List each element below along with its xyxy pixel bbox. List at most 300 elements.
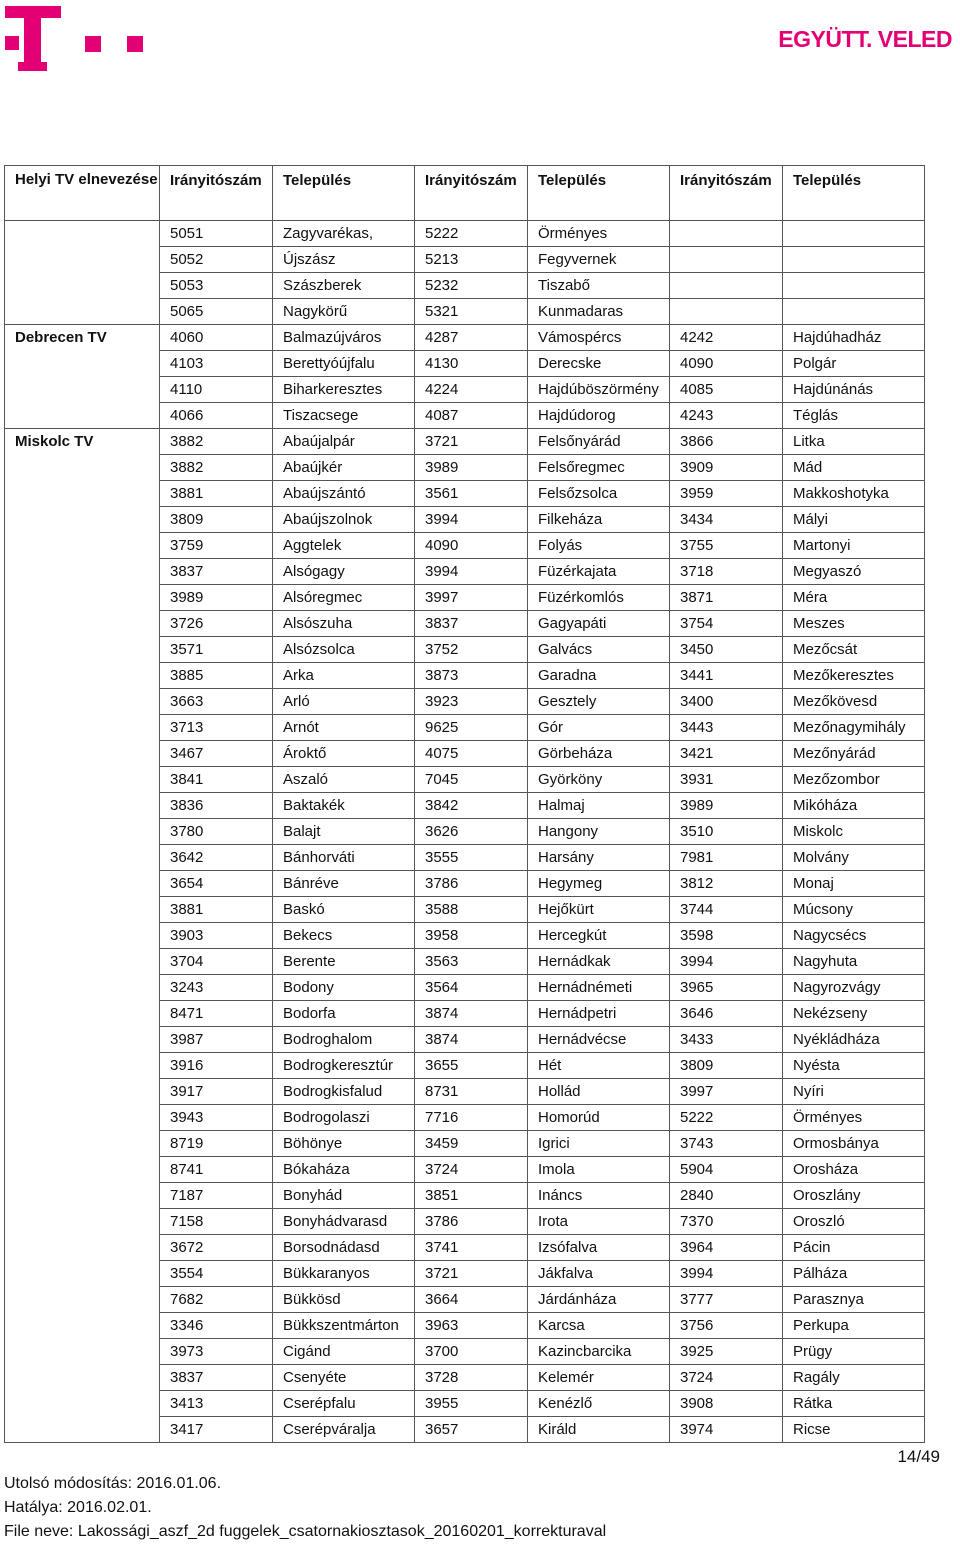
settlement-cell: Parasznya [783,1287,925,1313]
local-tv-cell [5,741,160,767]
table-row [5,897,925,923]
table-row [5,663,925,689]
postcode-cell: 4243 [670,403,783,429]
settlement-cell: Baktakék [273,793,415,819]
settlement-cell: Hejőkürt [528,897,670,923]
postcode-cell: 7716 [415,1105,528,1131]
postcode-cell: 3563 [415,949,528,975]
settlement-cell: Téglás [783,403,925,429]
settlement-cell: Hernádkak [528,949,670,975]
settlement-cell: Litka [783,429,925,455]
settlement-cell: Kelemér [528,1365,670,1391]
postcode-cell: 8471 [160,1001,273,1027]
settlement-cell: Izsófalva [528,1235,670,1261]
postcode-cell: 3759 [160,533,273,559]
settlement-cell: Aszaló [273,767,415,793]
postcode-cell: 3754 [670,611,783,637]
settlement-cell: Alsóregmec [273,585,415,611]
local-tv-cell [5,1365,160,1391]
table-body [5,221,925,1443]
postcode-cell: 3728 [415,1365,528,1391]
settlement-cell: Felsőregmec [528,455,670,481]
postcode-cell: 5053 [160,273,273,299]
table-row [5,403,925,429]
local-tv-cell [5,455,160,481]
postcode-cell: 3555 [415,845,528,871]
settlement-cell: Hernádvécse [528,1027,670,1053]
local-tv-cell [5,715,160,741]
postcode-cell: 3346 [160,1313,273,1339]
postcode-cell: 7682 [160,1287,273,1313]
table-row [5,429,925,455]
table-row [5,481,925,507]
local-tv-cell [5,1391,160,1417]
settlement-cell: Martonyi [783,533,925,559]
settlement-cell: Alsózsolca [273,637,415,663]
settlement-cell: Berente [273,949,415,975]
local-tv-cell [5,1027,160,1053]
local-tv-cell [5,1339,160,1365]
postcode-cell: 5222 [415,221,528,247]
postcode-cell: 3994 [415,559,528,585]
table-row [5,585,925,611]
settlement-cell: Királd [528,1417,670,1443]
postcode-cell: 3851 [415,1183,528,1209]
table-row [5,611,925,637]
postcode-cell: 3663 [160,689,273,715]
postcode-cell: 8731 [415,1079,528,1105]
postcode-cell: 4110 [160,377,273,403]
settlement-cell: Hercegkút [528,923,670,949]
table-row [5,1027,925,1053]
postcode-cell: 3812 [670,871,783,897]
postcode-cell: 3959 [670,481,783,507]
settlement-cell: Hangony [528,819,670,845]
local-tv-cell [5,299,160,325]
settlement-cell: Garadna [528,663,670,689]
postcode-cell: 3837 [160,559,273,585]
postcode-cell: 3433 [670,1027,783,1053]
settlement-cell: Böhönye [273,1131,415,1157]
settlement-cell: Cserépváralja [273,1417,415,1443]
settlement-cell: Mezőcsát [783,637,925,663]
settlement-cell: Bókaháza [273,1157,415,1183]
postcode-cell: 7370 [670,1209,783,1235]
postcode-cell: 4287 [415,325,528,351]
local-tv-cell: Debrecen TV [5,325,160,351]
settlement-cell: Homorúd [528,1105,670,1131]
settlement-cell: Polgár [783,351,925,377]
postcode-cell: 7045 [415,767,528,793]
postcode-cell: 3724 [415,1157,528,1183]
postcode-cell: 7158 [160,1209,273,1235]
postcode-cell: 4085 [670,377,783,403]
local-tv-cell [5,949,160,975]
settlement-cell: Alsószuha [273,611,415,637]
table-row [5,1313,925,1339]
postcode-cell: 3664 [415,1287,528,1313]
local-tv-cell [5,1417,160,1443]
column-header-settlement: Település [783,166,925,221]
postcode-cell: 8741 [160,1157,273,1183]
local-tv-cell [5,403,160,429]
settlement-cell: Bükkszentmárton [273,1313,415,1339]
postcode-cell: 5065 [160,299,273,325]
postcode-cell: 3704 [160,949,273,975]
settlement-cell: Ragály [783,1365,925,1391]
postcode-cell: 3752 [415,637,528,663]
settlement-cell: Harsány [528,845,670,871]
postcode-cell: 5213 [415,247,528,273]
postcode-cell: 3724 [670,1365,783,1391]
postcode-cell: 3654 [160,871,273,897]
postcode-cell: 3756 [670,1313,783,1339]
settlement-cell: Jákfalva [528,1261,670,1287]
local-tv-cell [5,507,160,533]
local-tv-cell [5,585,160,611]
postcode-cell: 4130 [415,351,528,377]
settlement-cell: Oroszló [783,1209,925,1235]
settlement-cell: Arló [273,689,415,715]
postcode-cell: 3443 [670,715,783,741]
settlement-cell: Bodrogkeresztúr [273,1053,415,1079]
settlement-cell: Karcsa [528,1313,670,1339]
postcode-cell: 4090 [670,351,783,377]
postcode-cell: 3721 [415,429,528,455]
local-tv-cell [5,221,160,247]
telekom-logo [5,6,145,74]
local-tv-cell [5,1287,160,1313]
postcode-cell: 3871 [670,585,783,611]
postcode-cell: 3874 [415,1001,528,1027]
table-row [5,221,925,247]
local-tv-cell [5,611,160,637]
postcode-cell: 3588 [415,897,528,923]
postcode-cell: 3561 [415,481,528,507]
local-tv-cell [5,1235,160,1261]
postcode-cell: 3837 [160,1365,273,1391]
local-tv-cell [5,1079,160,1105]
table-row [5,845,925,871]
postcode-cell: 3786 [415,871,528,897]
postcode-cell: 3908 [670,1391,783,1417]
postcode-cell: 5321 [415,299,528,325]
table-row [5,949,925,975]
settlement-cell: Bonyhádvarasd [273,1209,415,1235]
postcode-cell: 3964 [670,1235,783,1261]
settlement-cell: Tiszacsege [273,403,415,429]
settlement-cell: Hernádpetri [528,1001,670,1027]
settlement-cell: Nagyhuta [783,949,925,975]
postcode-cell: 3243 [160,975,273,1001]
postcode-cell: 5052 [160,247,273,273]
settlement-cell: Biharkeresztes [273,377,415,403]
local-tv-cell [5,559,160,585]
table-row [5,1105,925,1131]
settlement-cell: Abaújkér [273,455,415,481]
postcode-cell: 9625 [415,715,528,741]
postcode-cell: 3958 [415,923,528,949]
postcode-cell: 4090 [415,533,528,559]
local-tv-cell [5,1313,160,1339]
table-row [5,507,925,533]
postcode-cell: 3994 [670,1261,783,1287]
postcode-cell: 3700 [415,1339,528,1365]
postcode-cell: 3777 [670,1287,783,1313]
table-row [5,247,925,273]
settlement-cell: Mezőkeresztes [783,663,925,689]
table-row [5,923,925,949]
local-tv-cell [5,767,160,793]
settlement-cell: Örményes [528,221,670,247]
settlement-cell: Berettyóújfalu [273,351,415,377]
postcode-cell: 3467 [160,741,273,767]
table-row [5,1001,925,1027]
postcode-cell: 3421 [670,741,783,767]
postcode-cell: 4066 [160,403,273,429]
postcode-cell: 3842 [415,793,528,819]
local-tv-cell [5,1157,160,1183]
postcode-cell: 3626 [415,819,528,845]
local-tv-cell [5,1131,160,1157]
postcode-cell: 3987 [160,1027,273,1053]
table-row [5,689,925,715]
local-tv-cell [5,897,160,923]
settlement-cell: Csenyéte [273,1365,415,1391]
local-tv-cell [5,845,160,871]
postcode-cell: 3923 [415,689,528,715]
settlement-cell: Újszász [273,247,415,273]
column-header-local-tv: Helyi TV elnevezése [5,166,160,221]
settlement-cell: Kunmadaras [528,299,670,325]
postcode-cell: 3989 [160,585,273,611]
postcode-cell: 3974 [670,1417,783,1443]
settlement-cell: Ormosbánya [783,1131,925,1157]
settlement-cell: Arnót [273,715,415,741]
postcode-cell: 3510 [670,819,783,845]
settlement-cell: Arka [273,663,415,689]
local-tv-cell [5,923,160,949]
settlement-cell: Nagycsécs [783,923,925,949]
settlement-cell: Felsőzsolca [528,481,670,507]
settlement-cell: Aggtelek [273,533,415,559]
postcode-cell: 4087 [415,403,528,429]
settlement-cell: Nagyrozvágy [783,975,925,1001]
postcode-cell: 3571 [160,637,273,663]
local-tv-cell [5,1053,160,1079]
settlement-cell: Örményes [783,1105,925,1131]
settlement-cell: Bodorfa [273,1001,415,1027]
settlement-cell: Igrici [528,1131,670,1157]
settlement-cell: Füzérkomlós [528,585,670,611]
footer-modified-date: Utolsó módosítás: 2016.01.06. [4,1475,222,1492]
table-row [5,299,925,325]
settlement-cell: Járdánháza [528,1287,670,1313]
postcode-cell: 3874 [415,1027,528,1053]
document-footer [4,1472,606,1544]
settlement-cell: Miskolc [783,819,925,845]
settlement-cell: Pálháza [783,1261,925,1287]
table-row [5,377,925,403]
postcode-cell: 3718 [670,559,783,585]
settlement-cell: Megyaszó [783,559,925,585]
settlement-cell: Mezőnagymihály [783,715,925,741]
postcode-cell: 3917 [160,1079,273,1105]
postcode-cell: 3885 [160,663,273,689]
postcode-cell: 5051 [160,221,273,247]
settlement-cell: Mikóháza [783,793,925,819]
postcode-cell: 3994 [415,507,528,533]
local-tv-cell [5,481,160,507]
settlement-cell: Bodrogolaszi [273,1105,415,1131]
settlement-cell: Abaújalpár [273,429,415,455]
postcode-cell: 3873 [415,663,528,689]
table-row [5,1417,925,1443]
postcode-cell: 7981 [670,845,783,871]
settlement-cell: Hollád [528,1079,670,1105]
postcode-cell: 3741 [415,1235,528,1261]
settlement-cell: Imola [528,1157,670,1183]
table-row [5,1157,925,1183]
table-row [5,559,925,585]
postcode-cell: 3564 [415,975,528,1001]
settlement-cell: Orosháza [783,1157,925,1183]
settlement-cell: Bükkaranyos [273,1261,415,1287]
local-tv-cell [5,689,160,715]
settlement-cell: Gagyapáti [528,611,670,637]
settlement-cell: Bükkösd [273,1287,415,1313]
postcode-cell: 3786 [415,1209,528,1235]
postcode-cell: 3413 [160,1391,273,1417]
settlement-cell: Méra [783,585,925,611]
local-tv-cell [5,533,160,559]
postcode-cell: 5232 [415,273,528,299]
postcode-cell [670,247,783,273]
postcode-cell: 3881 [160,481,273,507]
local-tv-cell [5,351,160,377]
table-row [5,1287,925,1313]
table-row [5,975,925,1001]
settlement-cell: Füzérkajata [528,559,670,585]
settlement-cell: Ricse [783,1417,925,1443]
local-tv-cell [5,1261,160,1287]
settlement-cell: Prügy [783,1339,925,1365]
settlement-cell: Hajdúdorog [528,403,670,429]
local-tv-cell [5,273,160,299]
local-tv-cell [5,1001,160,1027]
local-tv-cell: Miskolc TV [5,429,160,455]
postcode-cell: 8719 [160,1131,273,1157]
postcode-cell: 3881 [160,897,273,923]
postcode-cell: 3744 [670,897,783,923]
table-row [5,715,925,741]
postcode-cell: 3780 [160,819,273,845]
settlement-cell: Oroszlány [783,1183,925,1209]
settlement-cell: Bekecs [273,923,415,949]
postcode-cell: 3459 [415,1131,528,1157]
postcode-cell: 3441 [670,663,783,689]
postcode-cell: 3655 [415,1053,528,1079]
settlement-cell: Hajdúnánás [783,377,925,403]
settlement-cell [783,273,925,299]
settlement-cell: Bánhorváti [273,845,415,871]
postcode-cell: 3554 [160,1261,273,1287]
settlement-cell: Baskó [273,897,415,923]
table-row [5,819,925,845]
table-header-row [5,166,925,221]
settlement-cell: Abaújszántó [273,481,415,507]
settlement-cell: Hegymeg [528,871,670,897]
settlement-cell: Nekézseny [783,1001,925,1027]
column-header-postcode: Irányitószám [415,166,528,221]
table-row [5,351,925,377]
table-row [5,1391,925,1417]
settlement-cell [783,221,925,247]
local-tv-cell [5,1105,160,1131]
settlement-cell: Perkupa [783,1313,925,1339]
settlement-cell: Irota [528,1209,670,1235]
settlement-cell: Mezőzombor [783,767,925,793]
postcode-cell: 3882 [160,455,273,481]
postcode-cell: 7187 [160,1183,273,1209]
column-header-settlement: Település [528,166,670,221]
postcode-cell: 3837 [415,611,528,637]
settlement-cell: Felsőnyárád [528,429,670,455]
postcode-cell: 3836 [160,793,273,819]
settlement-cell: Ároktő [273,741,415,767]
postcode-cell: 3973 [160,1339,273,1365]
settlement-cell: Kazincbarcika [528,1339,670,1365]
settlement-cell: Bánréve [273,871,415,897]
settlement-cell: Abaújszolnok [273,507,415,533]
settlement-cell: Tiszabő [528,273,670,299]
settlement-cell: Galvács [528,637,670,663]
local-tv-cell [5,793,160,819]
settlement-cell: Monaj [783,871,925,897]
settlement-cell: Bodroghalom [273,1027,415,1053]
postcode-cell: 3925 [670,1339,783,1365]
postcode-cell: 3882 [160,429,273,455]
settlement-cell: Vámospércs [528,325,670,351]
footer-effective-date: Hatálya: 2016.02.01. [4,1499,152,1516]
footer-filename: File neve: Lakossági_aszf_2d fuggelek_csatornakiosztasok_20160201_korrekturaval [4,1523,607,1540]
table-row [5,273,925,299]
postcode-cell: 3903 [160,923,273,949]
settlement-cell: Ináncs [528,1183,670,1209]
channel-coverage-table [4,165,925,1443]
local-tv-cell [5,1209,160,1235]
local-tv-cell [5,663,160,689]
table-row [5,767,925,793]
table-row [5,455,925,481]
settlement-cell: Szászberek [273,273,415,299]
table-row [5,1235,925,1261]
local-tv-cell [5,975,160,1001]
postcode-cell: 3994 [670,949,783,975]
postcode-cell: 3963 [415,1313,528,1339]
table-row [5,1131,925,1157]
column-header-settlement: Település [273,166,415,221]
postcode-cell: 3400 [670,689,783,715]
settlement-cell: Pácin [783,1235,925,1261]
settlement-cell: Nyékládháza [783,1027,925,1053]
postcode-cell: 3434 [670,507,783,533]
settlement-cell [783,247,925,273]
settlement-cell: Fegyvernek [528,247,670,273]
postcode-cell: 4060 [160,325,273,351]
postcode-cell: 3743 [670,1131,783,1157]
local-tv-cell [5,819,160,845]
